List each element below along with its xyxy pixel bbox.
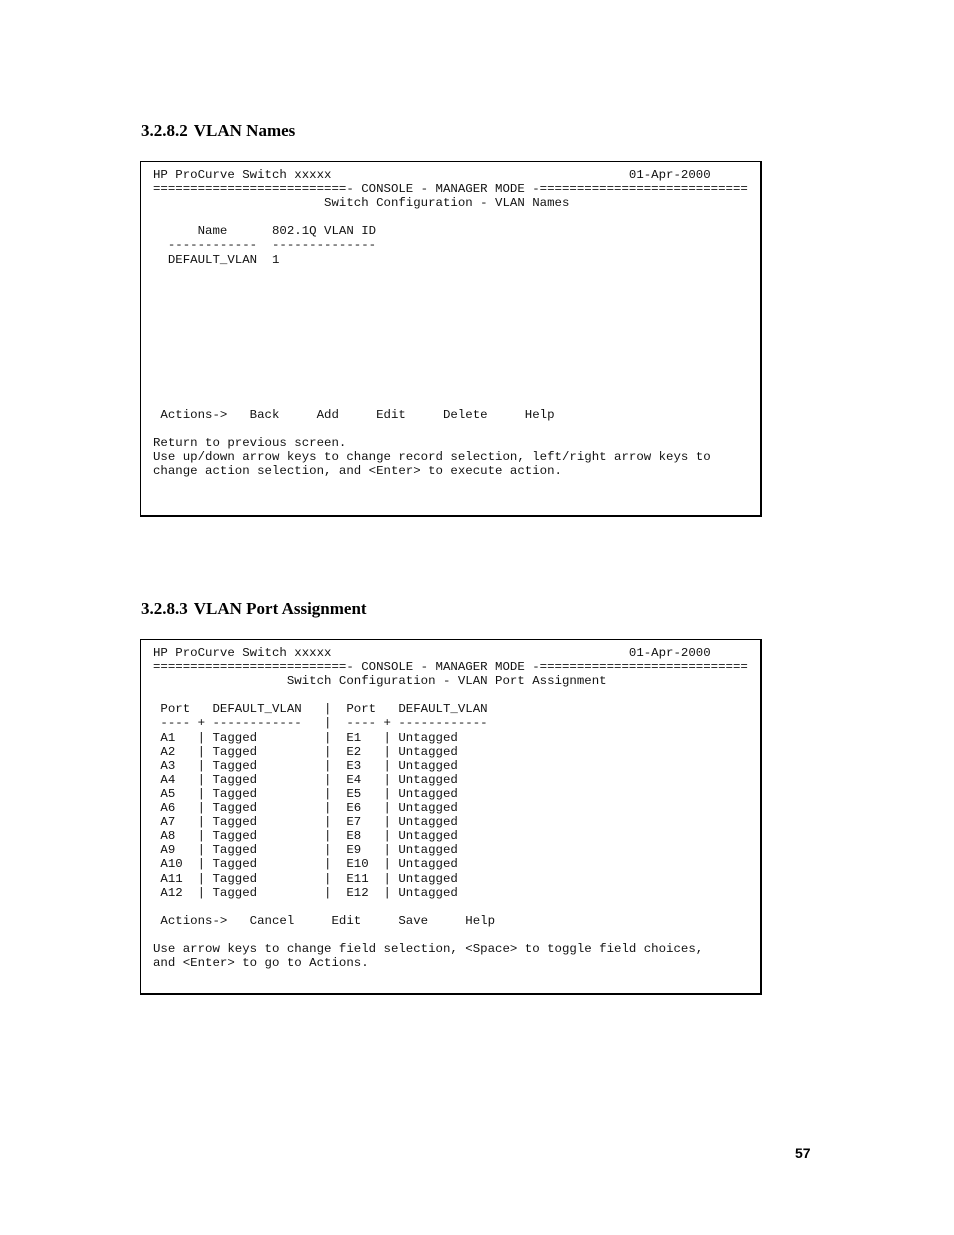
console-screen-vlan-port-assignment bbox=[140, 639, 762, 995]
terminal-line: Name 802.1Q VLAN ID bbox=[153, 224, 377, 239]
section-number: 3.2.8.3 bbox=[141, 599, 188, 618]
terminal-line: A3 | Tagged | E3 | Untagged bbox=[153, 758, 458, 773]
console-screen-vlan-names bbox=[140, 161, 762, 517]
terminal-line: Use arrow keys to change field selection, <Space> to toggle field choices, bbox=[153, 941, 704, 956]
terminal-line: A6 | Tagged | E6 | Untagged bbox=[153, 801, 458, 816]
section-heading-vlan-port-assignment bbox=[141, 599, 367, 619]
terminal-line: A12 | Tagged | E12 | Untagged bbox=[153, 885, 458, 900]
terminal-line bbox=[153, 210, 748, 224]
terminal-line: Actions-> Cancel Edit Save Help bbox=[153, 913, 496, 928]
terminal-line bbox=[153, 422, 748, 436]
section-title: VLAN Names bbox=[193, 121, 296, 140]
terminal-line: ==========================- CONSOLE - MANAGER MODE -============================ bbox=[153, 660, 748, 675]
terminal-line: Switch Configuration - VLAN Port Assignment bbox=[153, 674, 607, 689]
terminal-line: ==========================- CONSOLE - MANAGER MODE -============================ bbox=[153, 182, 748, 197]
terminal-line bbox=[153, 351, 748, 365]
terminal-line: A9 | Tagged | E9 | Untagged bbox=[153, 843, 458, 858]
terminal-line: Port DEFAULT_VLAN | Port DEFAULT_VLAN bbox=[153, 702, 488, 717]
terminal-line: Return to previous screen. bbox=[153, 435, 347, 450]
terminal-line: DEFAULT_VLAN 1 bbox=[153, 252, 280, 267]
terminal-line bbox=[153, 928, 748, 942]
page-number: 57 bbox=[795, 1145, 811, 1161]
terminal-text bbox=[153, 168, 748, 478]
terminal-line: and <Enter> to go to Actions. bbox=[153, 956, 369, 971]
terminal-line: Use up/down arrow keys to change record selection, left/right arrow keys to bbox=[153, 449, 711, 464]
terminal-line: Actions-> Back Add Edit Delete Help bbox=[153, 407, 555, 422]
section-title: VLAN Port Assignment bbox=[193, 599, 367, 618]
terminal-line bbox=[153, 267, 748, 281]
terminal-line bbox=[153, 365, 748, 379]
terminal-line bbox=[153, 379, 748, 393]
section-heading-vlan-names bbox=[141, 121, 295, 141]
terminal-line: A4 | Tagged | E4 | Untagged bbox=[153, 772, 458, 787]
terminal-line: Switch Configuration - VLAN Names bbox=[153, 196, 570, 211]
terminal-line bbox=[153, 337, 748, 351]
terminal-line: ---- + ------------ | ---- + ------------ bbox=[153, 716, 488, 731]
section-number: 3.2.8.2 bbox=[141, 121, 188, 140]
terminal-line bbox=[153, 309, 748, 323]
terminal-line bbox=[153, 900, 748, 914]
terminal-line bbox=[153, 323, 748, 337]
terminal-line bbox=[153, 394, 748, 408]
terminal-line: HP ProCurve Switch xxxxx 01-Apr-2000 bbox=[153, 168, 711, 182]
terminal-line bbox=[153, 688, 748, 702]
terminal-text bbox=[153, 646, 748, 970]
terminal-line bbox=[153, 295, 748, 309]
terminal-line: A7 | Tagged | E7 | Untagged bbox=[153, 815, 458, 830]
terminal-line: HP ProCurve Switch xxxxx 01-Apr-2000 bbox=[153, 646, 711, 660]
terminal-line: A2 | Tagged | E2 | Untagged bbox=[153, 744, 458, 759]
terminal-line: A1 | Tagged | E1 | Untagged bbox=[153, 730, 458, 745]
terminal-line: A11 | Tagged | E11 | Untagged bbox=[153, 871, 458, 886]
terminal-line: A8 | Tagged | E8 | Untagged bbox=[153, 829, 458, 844]
terminal-line: A5 | Tagged | E5 | Untagged bbox=[153, 786, 458, 801]
terminal-line: A10 | Tagged | E10 | Untagged bbox=[153, 857, 458, 872]
terminal-line bbox=[153, 281, 748, 295]
terminal-line: ------------ -------------- bbox=[153, 238, 377, 253]
terminal-line: change action selection, and <Enter> to execute action. bbox=[153, 463, 562, 478]
